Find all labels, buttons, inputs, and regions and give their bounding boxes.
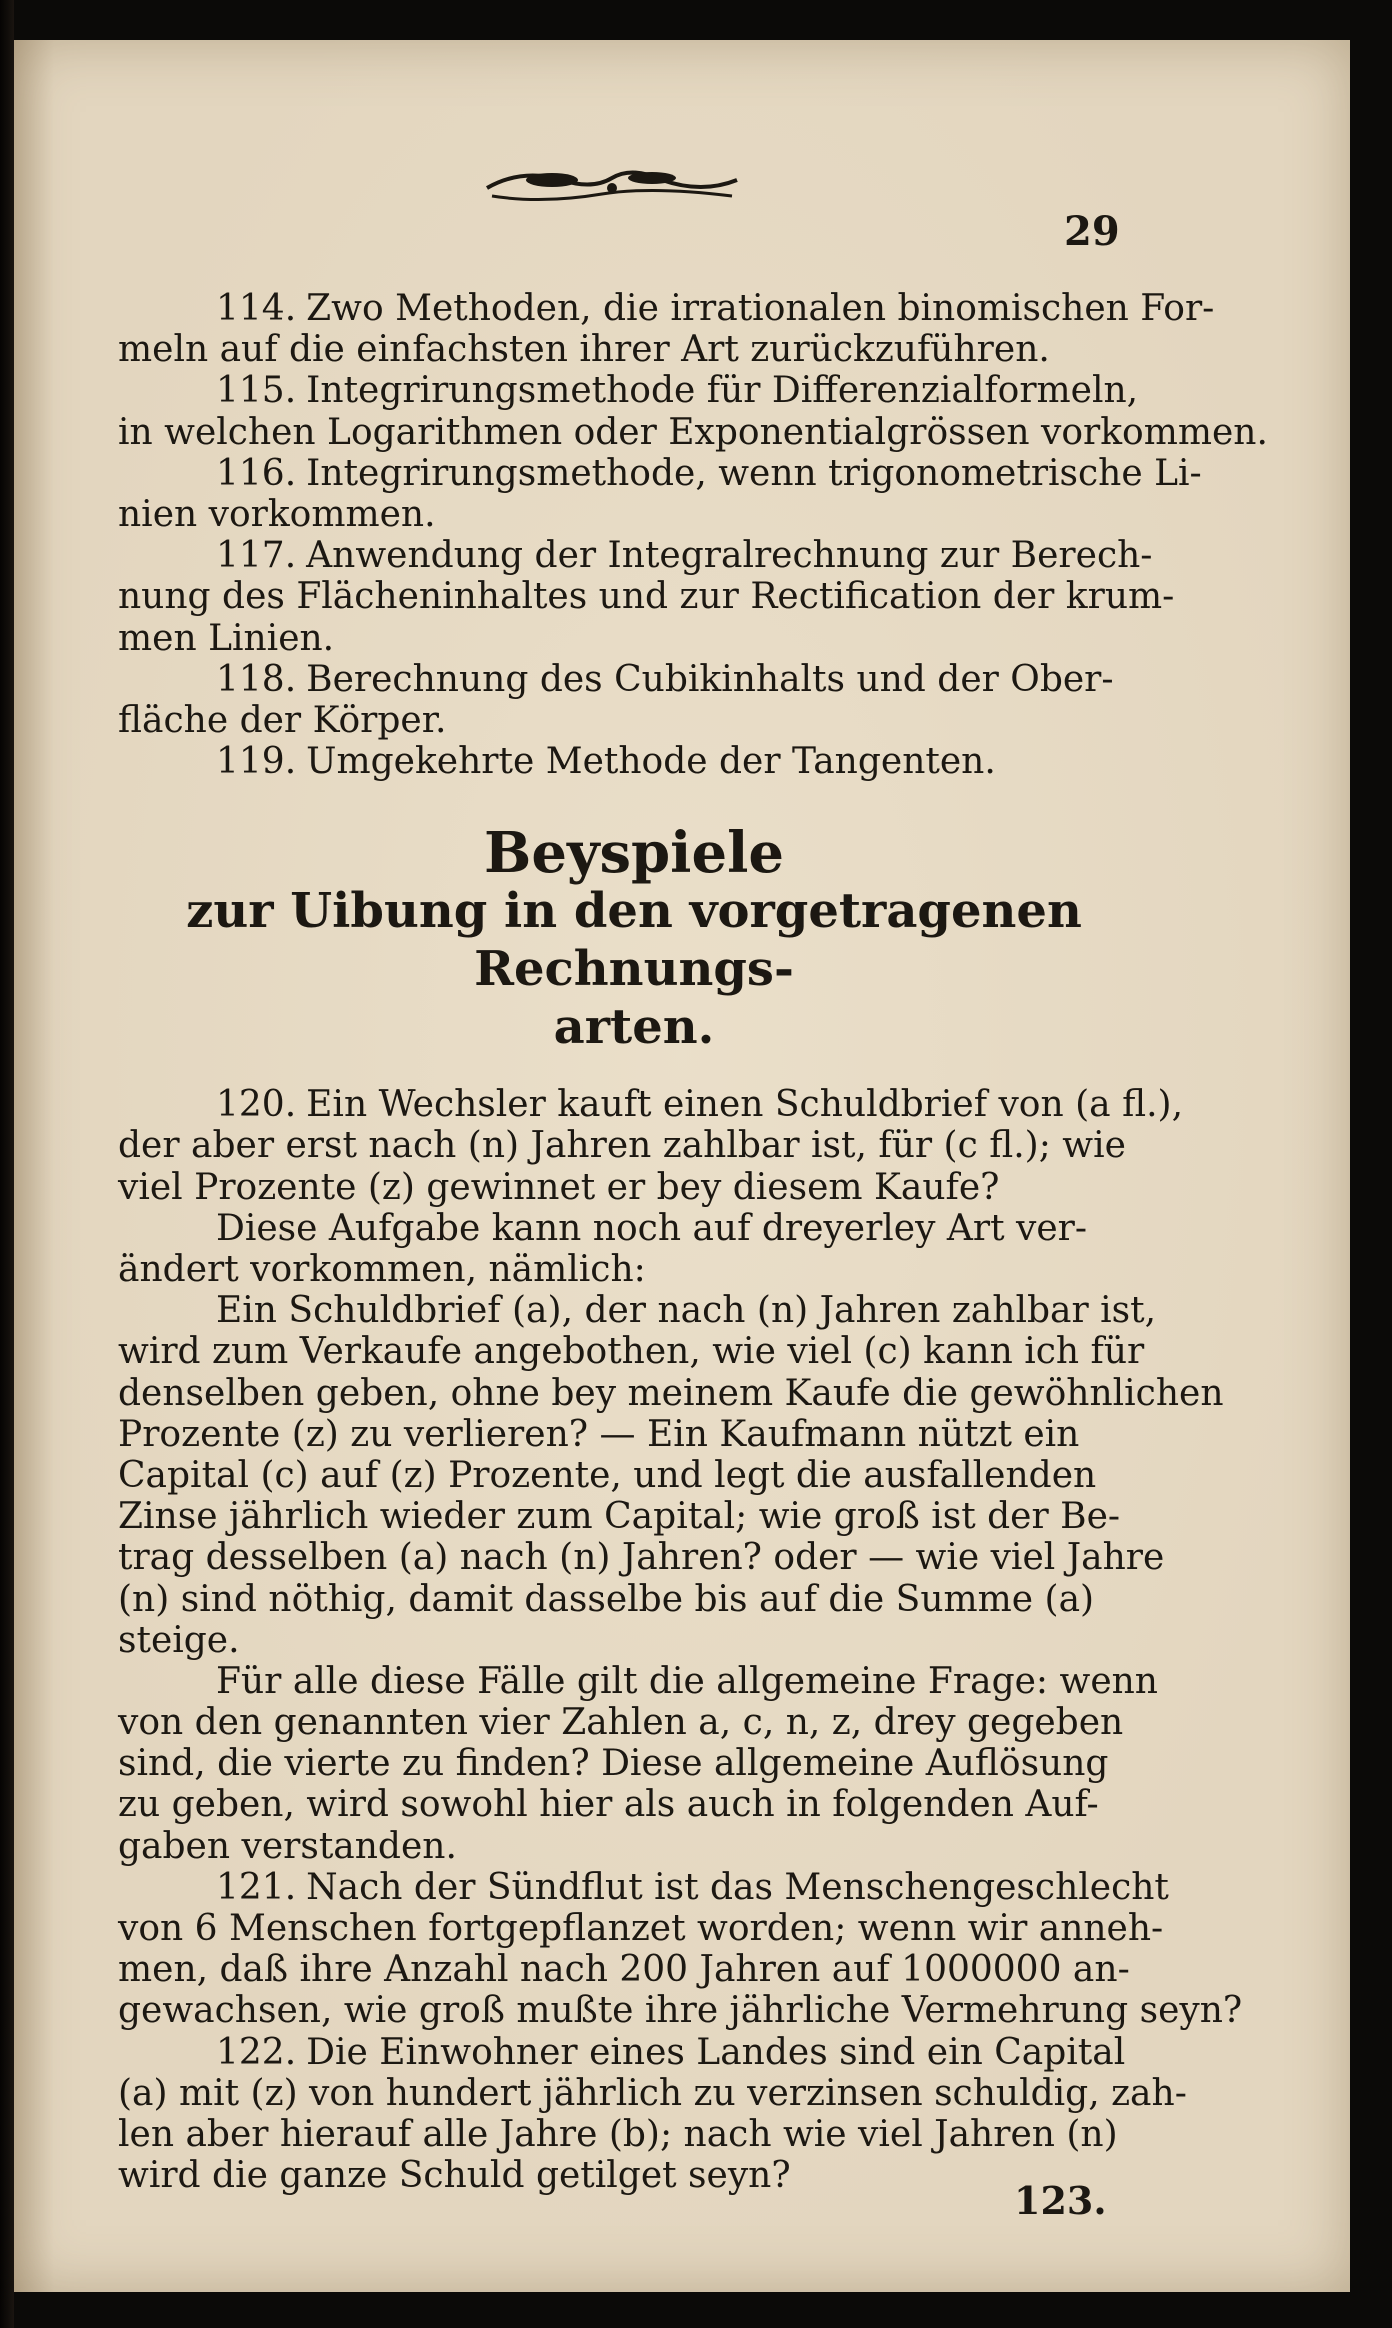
- problem-122-line-2: (a) mit (z) von hundert jährlich zu verzinsen schuldig, zah-: [118, 2072, 1187, 2114]
- problem-121-line-3: men, daß ihre Anzahl nach 200 Jahren auf 1000000 an-: [118, 1949, 1130, 1991]
- toc-entry-118-line-1: 118. Berechnung des Cubikinhalts und der Ober-: [216, 658, 1114, 700]
- problem-121-line-1: 121. Nach der Sündflut ist das Menschengeschlecht: [216, 1866, 1169, 1908]
- section-subtitle-line-1: zur Uibung in den vorgetragenen Rechnungs-: [186, 883, 1082, 998]
- problem-121-line-2: von 6 Menschen fortgepflanzet worden; wenn wir anneh-: [118, 1908, 1164, 1949]
- problem-120-variant-line-7: trag desselben (a) nach (n) Jahren? oder — wie viel Jahre: [118, 1537, 1165, 1579]
- problem-121-line-4: gewachsen, wie groß mußte ihre jährliche Vermehrung seyn?: [118, 1990, 1243, 2032]
- problem-120-variant-line-8: (n) sind nöthig, damit dasselbe bis auf die Summe (a): [118, 1578, 1095, 1620]
- problem-120-line-3: viel Prozente (z) gewinnet er bey diesem Kaufe?: [118, 1166, 1000, 1208]
- toc-entry-114-line-2: meln auf die einfachsten ihrer Art zurückzuführen.: [118, 329, 1050, 371]
- toc-entry-116-line-1: 116. Integrirungsmethode, wenn trigonometrische Li-: [216, 452, 1202, 494]
- toc-entry-115-line-1: 115. Integrirungsmethode für Differenzialformeln,: [216, 370, 1139, 412]
- problem-120-variant-intro-line-1: Diese Aufgabe kann noch auf dreyerley Art ver-: [216, 1207, 1088, 1249]
- problem-120-general-line-1: Für alle diese Fälle gilt die allgemeine Frage: wenn: [216, 1660, 1158, 1702]
- text-block: [118, 288, 1268, 2197]
- problem-120-variant-line-3: denselben geben, ohne bey meinem Kaufe die gewöhnlichen: [118, 1372, 1224, 1414]
- problem-120-variant-line-4: Prozente (z) zu verlieren? — Ein Kaufmann nützt ein: [118, 1413, 1080, 1455]
- toc-entry-115-line-2: in welchen Logarithmen oder Exponentialgrössen vorkommen.: [118, 411, 1268, 453]
- toc-entry-118-line-2: fläche der Körper.: [118, 699, 447, 741]
- toc-entry-117-line-2: nung des Flächeninhaltes und zur Rectification der krum-: [118, 576, 1175, 618]
- section-title: Beyspiele: [484, 820, 784, 887]
- problem-122-line-4: wird die ganze Schuld getilget seyn?: [118, 2155, 791, 2197]
- book-spine-edge: [0, 0, 14, 2328]
- problem-120-general-line-2: von den genannten vier Zahlen a, c, n, z, drey gegeben: [118, 1702, 1124, 1744]
- toc-entry-119-line-1: 119. Umgekehrte Methode der Tangenten.: [216, 741, 996, 783]
- problem-120-general-line-3: sind, die vierte zu finden? Diese allgemeine Auflösung: [118, 1743, 1109, 1785]
- book-page: [14, 40, 1350, 2292]
- problem-120-variant-intro-line-2: ändert vorkommen, nämlich:: [118, 1249, 646, 1290]
- toc-entry-116-line-2: nien vorkommen.: [118, 493, 436, 535]
- problem-120-line-1: 120. Ein Wechsler kauft einen Schuldbrief von (a fl.),: [216, 1084, 1184, 1126]
- catchword: 123.: [1014, 2178, 1107, 2223]
- problem-120-variant-line-6: Zinse jährlich wieder zum Capital; wie groß ist der Be-: [118, 1496, 1121, 1538]
- problem-122-line-1: 122. Die Einwohner eines Landes sind ein Capital: [216, 2031, 1126, 2073]
- toc-entry-114-line-1: 114. Zwo Methoden, die irrationalen binomischen For-: [216, 288, 1215, 329]
- section-subtitle-line-2: arten.: [553, 999, 715, 1056]
- problem-120-variant-line-5: Capital (c) auf (z) Prozente, und legt die ausfallenden: [118, 1454, 1097, 1496]
- problem-122-line-3: len aber hierauf alle Jahre (b); nach wie viel Jahren (n): [118, 2113, 1118, 2155]
- ornament-divider-icon: [482, 158, 742, 208]
- problem-120-general-line-5: gaben verstanden.: [118, 1825, 457, 1867]
- problem-120-line-2: der aber erst nach (n) Jahren zahlbar ist, für (c fl.); wie: [118, 1125, 1126, 1167]
- problem-120-general-line-4: zu geben, wird sowohl hier als auch in folgenden Auf-: [118, 1784, 1099, 1826]
- page-number: 29: [1064, 208, 1120, 255]
- problem-120-variant-line-2: wird zum Verkaufe angebothen, wie viel (c) kann ich für: [118, 1331, 1145, 1373]
- toc-entry-117-line-1: 117. Anwendung der Integralrechnung zur Berech-: [216, 535, 1153, 577]
- problem-120-variant-line-9: steige.: [118, 1619, 240, 1661]
- toc-entry-117-line-3: men Linien.: [118, 617, 335, 659]
- problem-120-variant-line-1: Ein Schuldbrief (a), der nach (n) Jahren zahlbar ist,: [216, 1290, 1157, 1332]
